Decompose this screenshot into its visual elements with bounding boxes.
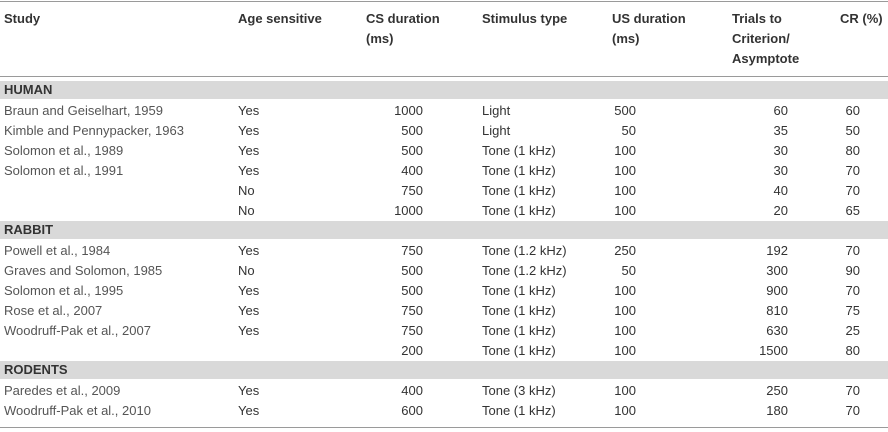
cell-cs-duration: 1000	[394, 203, 423, 218]
cell-stimulus-type: Tone (1 kHz)	[482, 303, 556, 318]
cell-cr: 70	[845, 163, 860, 178]
cell-cs-duration: 750	[401, 183, 423, 198]
cell-cs-duration: 200	[401, 343, 423, 358]
table-row	[0, 241, 888, 261]
cell-us-duration: 100	[614, 143, 636, 158]
cell-study: Braun and Geiselhart, 1959	[4, 103, 163, 118]
cell-age-sensitive: Yes	[238, 383, 260, 398]
cell-us-duration: 100	[614, 343, 636, 358]
cell-cs-duration: 600	[401, 403, 423, 418]
table-header	[0, 2, 888, 76]
table-row	[0, 161, 888, 181]
section-label: HUMAN	[4, 82, 53, 97]
cell-us-duration: 500	[614, 103, 636, 118]
cell-age-sensitive: Yes	[238, 163, 260, 178]
header-rule	[0, 76, 888, 77]
cell-age-sensitive: Yes	[238, 103, 260, 118]
table-row	[0, 301, 888, 321]
cell-study: Powell et al., 1984	[4, 243, 111, 258]
cell-trials: 30	[773, 163, 788, 178]
cell-stimulus-type: Tone (3 kHz)	[482, 383, 556, 398]
cell-us-duration: 250	[614, 243, 636, 258]
cell-trials: 180	[766, 403, 788, 418]
cell-stimulus-type: Light	[482, 123, 511, 138]
cell-stimulus-type: Tone (1 kHz)	[482, 143, 556, 158]
cell-trials: 300	[766, 263, 788, 278]
cell-age-sensitive: Yes	[238, 323, 260, 338]
cell-stimulus-type: Tone (1 kHz)	[482, 163, 556, 178]
cell-stimulus-type: Tone (1.2 kHz)	[482, 263, 567, 278]
cell-stimulus-type: Light	[482, 103, 511, 118]
section-label: RABBIT	[4, 222, 54, 237]
header-stimulus-type: Stimulus type	[482, 11, 568, 26]
cell-cr: 70	[845, 183, 860, 198]
cell-cr: 60	[845, 103, 860, 118]
table-row	[0, 381, 888, 401]
cell-trials: 192	[766, 243, 788, 258]
cell-stimulus-type: Tone (1 kHz)	[482, 343, 556, 358]
cell-age-sensitive: No	[238, 183, 255, 198]
section-label: RODENTS	[4, 362, 68, 377]
cell-study: Kimble and Pennypacker, 1963	[4, 123, 184, 138]
cell-stimulus-type: Tone (1.2 kHz)	[482, 243, 567, 258]
cell-trials: 900	[766, 283, 788, 298]
cell-stimulus-type: Tone (1 kHz)	[482, 203, 556, 218]
cell-study: Paredes et al., 2009	[4, 383, 121, 398]
cell-age-sensitive: Yes	[238, 143, 260, 158]
table-row	[0, 401, 888, 421]
table-row	[0, 181, 888, 201]
bottom-rule	[0, 427, 888, 428]
table-row	[0, 121, 888, 141]
header-cs-duration: CS duration (ms)	[366, 11, 440, 46]
cell-study: Rose et al., 2007	[4, 303, 103, 318]
cell-cs-duration: 400	[401, 163, 423, 178]
cell-trials: 1500	[759, 343, 788, 358]
cell-cr: 50	[845, 123, 860, 138]
cell-age-sensitive: Yes	[238, 283, 260, 298]
table-row	[0, 101, 888, 121]
cell-stimulus-type: Tone (1 kHz)	[482, 183, 556, 198]
cell-us-duration: 100	[614, 283, 636, 298]
cell-cr: 75	[845, 303, 860, 318]
cell-us-duration: 100	[614, 303, 636, 318]
cell-trials: 250	[766, 383, 788, 398]
header-age-sensitive: Age sensitive	[238, 11, 322, 26]
cell-age-sensitive: Yes	[238, 123, 260, 138]
cell-stimulus-type: Tone (1 kHz)	[482, 403, 556, 418]
table-row	[0, 261, 888, 281]
cell-cr: 80	[845, 343, 860, 358]
cell-study: Solomon et al., 1989	[4, 143, 124, 158]
cell-trials: 30	[773, 143, 788, 158]
cell-cr: 70	[845, 243, 860, 258]
cell-us-duration: 100	[614, 383, 636, 398]
table-row	[0, 281, 888, 301]
cell-age-sensitive: No	[238, 263, 255, 278]
cell-us-duration: 100	[614, 163, 636, 178]
cell-cr: 65	[845, 203, 860, 218]
cell-us-duration: 100	[614, 203, 636, 218]
cell-cr: 80	[845, 143, 860, 158]
cell-age-sensitive: No	[238, 203, 255, 218]
cell-trials: 630	[766, 323, 788, 338]
cell-cs-duration: 400	[401, 383, 423, 398]
cell-age-sensitive: Yes	[238, 243, 260, 258]
cell-cr: 70	[845, 383, 860, 398]
cell-cs-duration: 500	[401, 123, 423, 138]
cell-us-duration: 100	[614, 323, 636, 338]
cell-cs-duration: 750	[401, 323, 423, 338]
cell-us-duration: 100	[614, 183, 636, 198]
cell-study: Graves and Solomon, 1985	[4, 263, 163, 278]
section-header	[0, 361, 888, 379]
cell-cr: 70	[845, 283, 860, 298]
section-header	[0, 221, 888, 239]
table-row	[0, 141, 888, 161]
cell-cs-duration: 500	[401, 263, 423, 278]
cell-age-sensitive: Yes	[238, 303, 260, 318]
header-trials: Trials to Criterion/ Asymptote	[732, 11, 800, 66]
cell-study: Woodruff-Pak et al., 2007	[4, 323, 151, 338]
cell-cs-duration: 1000	[394, 103, 423, 118]
table-row	[0, 321, 888, 341]
cell-trials: 35	[773, 123, 788, 138]
cell-trials: 40	[773, 183, 788, 198]
cell-us-duration: 50	[621, 123, 636, 138]
cell-us-duration: 50	[621, 263, 636, 278]
cell-cr: 90	[845, 263, 860, 278]
cell-cs-duration: 750	[401, 303, 423, 318]
cell-stimulus-type: Tone (1 kHz)	[482, 323, 556, 338]
table-row	[0, 341, 888, 361]
cell-trials: 810	[766, 303, 788, 318]
cell-stimulus-type: Tone (1 kHz)	[482, 283, 556, 298]
cell-trials: 60	[773, 103, 788, 118]
cell-cs-duration: 500	[401, 143, 423, 158]
cell-study: Woodruff-Pak et al., 2010	[4, 403, 151, 418]
header-us-duration: US duration (ms)	[612, 11, 686, 46]
table-row	[0, 201, 888, 221]
cell-study: Solomon et al., 1991	[4, 163, 124, 178]
header-cr: CR (%)	[840, 11, 883, 26]
section-header	[0, 81, 888, 99]
cell-cs-duration: 500	[401, 283, 423, 298]
cell-age-sensitive: Yes	[238, 403, 260, 418]
cell-trials: 20	[773, 203, 788, 218]
cell-us-duration: 100	[614, 403, 636, 418]
cell-study: Solomon et al., 1995	[4, 283, 124, 298]
cell-cs-duration: 750	[401, 243, 423, 258]
cell-cr: 25	[845, 323, 860, 338]
header-study: Study	[4, 11, 41, 26]
cell-cr: 70	[845, 403, 860, 418]
